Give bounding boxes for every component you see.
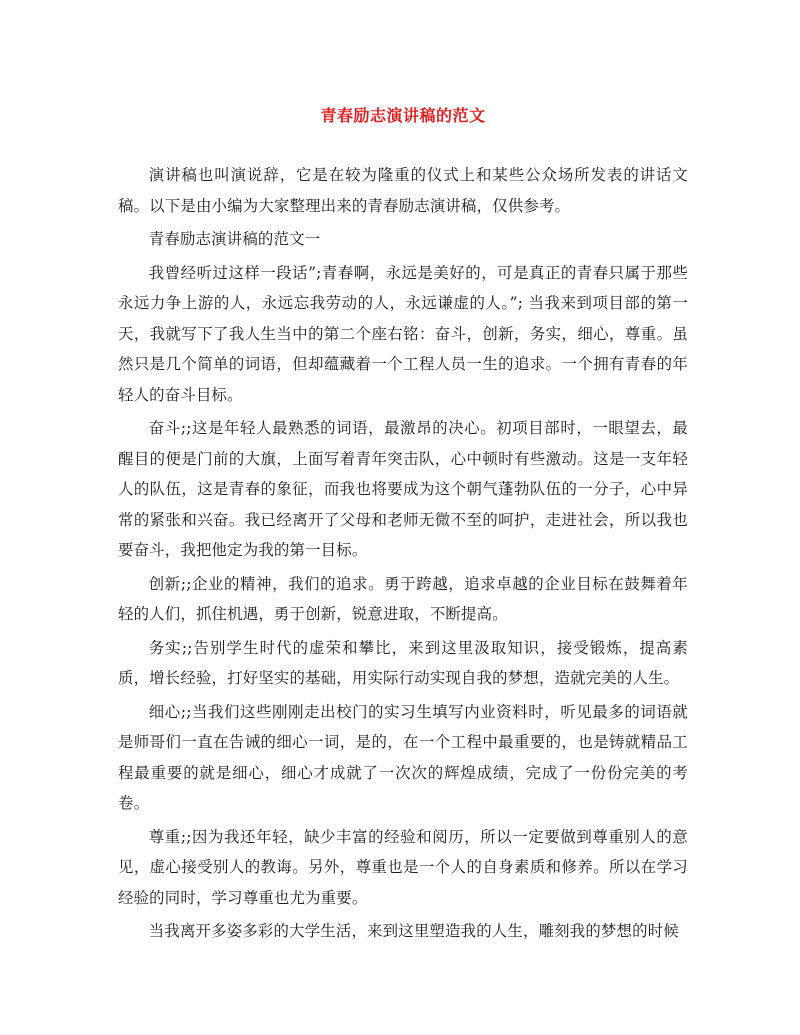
paragraph-fendou: 奋斗;;这是年轻人最熟悉的词语，最激昂的决心。初项目部时，一眼望去，最醒目的便是门前的大旗，上面写着青年突击队，心中顿时有些激动。这是一支年轻人的队伍，这是青春的象征，而我也将要成为这个朝气蓬勃队伍的一分子，心中异常的紧张和兴奋。我已经离开了父母和老师无微不至的呵护，走进社会，所以我也要奋斗，我把他定为我的第一目标。 [118, 419, 688, 559]
document-body [118, 160, 688, 950]
paragraph-xixin: 细心;;当我们这些刚刚走出校门的实习生填写内业资料时，听见最多的词语就是师哥们一直在告诫的细心一词，是的，在一个工程中最重要的，也是铸就精品工程最重要的就是细心，细心才成就了一次次的辉煌成绩，完成了一份份完美的考卷。 [118, 702, 688, 812]
section-heading: 青春励志演讲稿的范文一 [148, 230, 321, 248]
paragraph-intro: 演讲稿也叫演说辞，它是在较为隆重的仪式上和某些公众场所发表的讲话文稿。以下是由小编为大家整理出来的青春励志演讲稿，仅供参考。 [118, 166, 688, 215]
document-title: 青春励志演讲稿的范文 [320, 106, 486, 125]
paragraph-quote: 我曾经听过这样一段话”;青春啊，永远是美好的，可是真正的青春只属于那些永远力争上游的人，永远忘我劳动的人，永远谦虚的人。”; 当我来到项目部的第一天，我就写下了我人生当中的第二个座右铭：奋斗，创新，务实，细心，尊重。虽然只是几个简单的词语，但却蕴藏着一个工程人员一生的追求。一个拥有青春的年轻人的奋斗目标。 [118, 263, 688, 404]
paragraph-zunzhong: 尊重;;因为我还年轻，缺少丰富的经验和阅历，所以一定要做到尊重别人的意见，虚心接受别人的教诲。另外，尊重也是一个人的自身素质和修养。所以在学习经验的同时，学习尊重也尤为重要。 [118, 827, 688, 907]
paragraph-chuangxin: 创新;;企业的精神，我们的追求。勇于跨越，追求卓越的企业目标在鼓舞着年轻的人们，抓住机遇，勇于创新，锐意进取，不断提高。 [118, 574, 688, 623]
paragraph-closing: 当我离开多姿多彩的大学生活，来到这里塑造我的人生，雕刻我的梦想的时候 [148, 922, 679, 940]
paragraph-wushi: 务实;;告别学生时代的虚荣和攀比，来到这里汲取知识，接受锻炼，提高素质，增长经验，打好坚实的基础，用实际行动实现自我的梦想，造就完美的人生。 [118, 638, 688, 687]
